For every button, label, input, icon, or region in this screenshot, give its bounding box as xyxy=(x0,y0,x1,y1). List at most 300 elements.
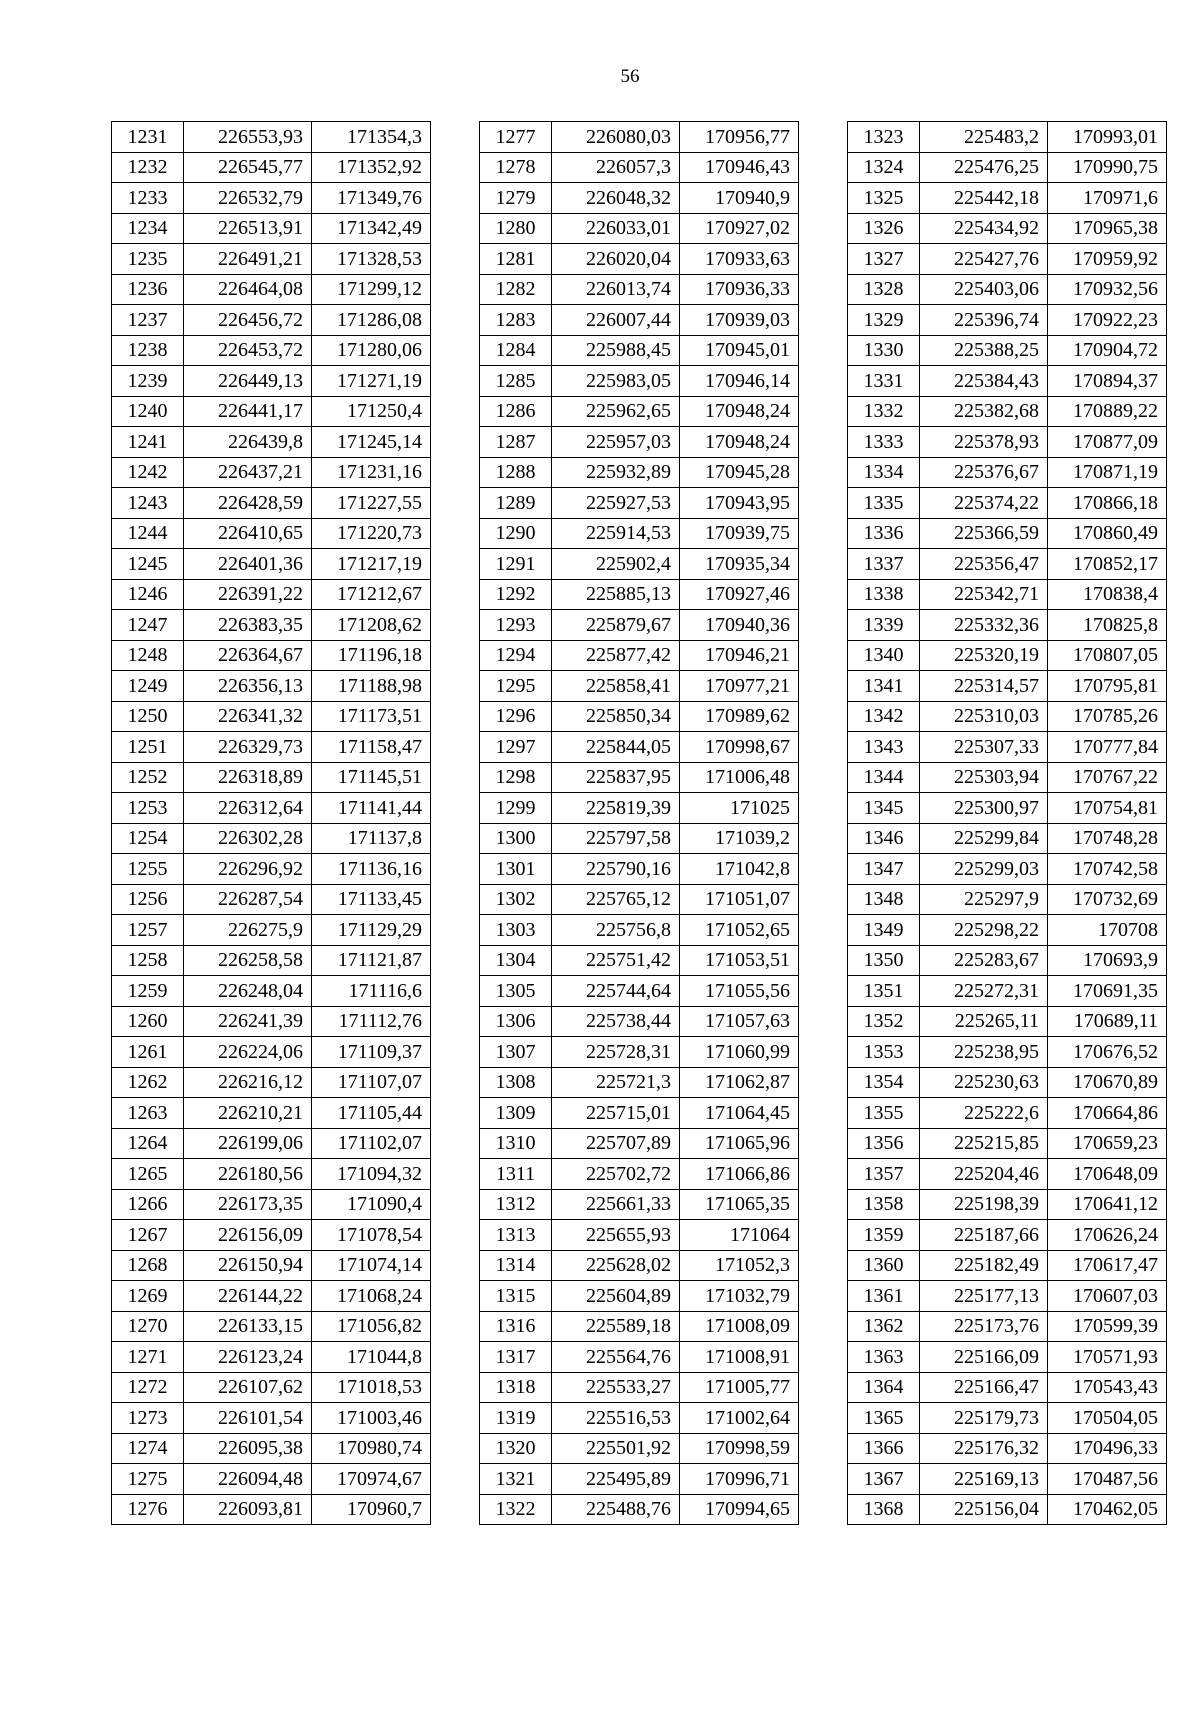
y-coordinate-cell: 171250,4 xyxy=(312,396,431,427)
table-row xyxy=(848,1464,1167,1495)
x-coordinate-cell: 226216,12 xyxy=(184,1067,312,1098)
point-number-cell: 1295 xyxy=(480,671,552,702)
x-coordinate-cell: 225300,97 xyxy=(920,793,1048,824)
y-coordinate-cell: 170708 xyxy=(1048,915,1167,946)
y-coordinate-cell: 171231,16 xyxy=(312,457,431,488)
y-coordinate-cell: 171299,12 xyxy=(312,274,431,305)
table-row xyxy=(112,305,431,336)
y-coordinate-cell: 171352,92 xyxy=(312,152,431,183)
y-coordinate-cell: 170971,6 xyxy=(1048,183,1167,214)
y-coordinate-cell: 170670,89 xyxy=(1048,1067,1167,1098)
point-number-cell: 1253 xyxy=(112,793,184,824)
table-row xyxy=(848,701,1167,732)
point-number-cell: 1334 xyxy=(848,457,920,488)
x-coordinate-cell: 225442,18 xyxy=(920,183,1048,214)
point-number-cell: 1277 xyxy=(480,122,552,153)
x-coordinate-cell: 226199,06 xyxy=(184,1128,312,1159)
x-coordinate-cell: 225738,44 xyxy=(552,1006,680,1037)
x-coordinate-cell: 226258,58 xyxy=(184,945,312,976)
point-number-cell: 1264 xyxy=(112,1128,184,1159)
point-number-cell: 1292 xyxy=(480,579,552,610)
table-row xyxy=(848,579,1167,610)
table-row xyxy=(848,1189,1167,1220)
point-number-cell: 1235 xyxy=(112,244,184,275)
table-row xyxy=(480,1189,799,1220)
x-coordinate-cell: 226302,28 xyxy=(184,823,312,854)
y-coordinate-cell: 171212,67 xyxy=(312,579,431,610)
x-coordinate-cell: 225166,09 xyxy=(920,1342,1048,1373)
point-number-cell: 1329 xyxy=(848,305,920,336)
y-coordinate-cell: 171032,79 xyxy=(680,1281,799,1312)
point-number-cell: 1317 xyxy=(480,1342,552,1373)
table-row xyxy=(112,213,431,244)
x-coordinate-cell: 225297,9 xyxy=(920,884,1048,915)
x-coordinate-cell: 226329,73 xyxy=(184,732,312,763)
x-coordinate-cell: 226210,21 xyxy=(184,1098,312,1129)
x-coordinate-cell: 226545,77 xyxy=(184,152,312,183)
table-row xyxy=(112,366,431,397)
x-coordinate-cell: 226144,22 xyxy=(184,1281,312,1312)
y-coordinate-cell: 171039,2 xyxy=(680,823,799,854)
point-number-cell: 1283 xyxy=(480,305,552,336)
y-coordinate-cell: 170795,81 xyxy=(1048,671,1167,702)
x-coordinate-cell: 225702,72 xyxy=(552,1159,680,1190)
y-coordinate-cell: 170996,71 xyxy=(680,1464,799,1495)
x-coordinate-cell: 225388,25 xyxy=(920,335,1048,366)
table-row xyxy=(480,1372,799,1403)
table-row xyxy=(480,274,799,305)
table-row xyxy=(848,305,1167,336)
x-coordinate-cell: 225169,13 xyxy=(920,1464,1048,1495)
table-row xyxy=(848,1281,1167,1312)
x-coordinate-cell: 226123,24 xyxy=(184,1342,312,1373)
table-row xyxy=(848,915,1167,946)
x-coordinate-cell: 226020,04 xyxy=(552,244,680,275)
table-row xyxy=(480,1433,799,1464)
point-number-cell: 1281 xyxy=(480,244,552,275)
point-number-cell: 1307 xyxy=(480,1037,552,1068)
table-row xyxy=(112,1342,431,1373)
point-number-cell: 1279 xyxy=(480,183,552,214)
point-number-cell: 1325 xyxy=(848,183,920,214)
point-number-cell: 1348 xyxy=(848,884,920,915)
x-coordinate-cell: 226241,39 xyxy=(184,1006,312,1037)
x-coordinate-cell: 225564,76 xyxy=(552,1342,680,1373)
table-row xyxy=(480,457,799,488)
table-row xyxy=(848,1128,1167,1159)
y-coordinate-cell: 171051,07 xyxy=(680,884,799,915)
x-coordinate-cell: 225374,22 xyxy=(920,488,1048,519)
point-number-cell: 1259 xyxy=(112,976,184,1007)
y-coordinate-cell: 171008,91 xyxy=(680,1342,799,1373)
table-row xyxy=(848,274,1167,305)
table-row xyxy=(848,427,1167,458)
x-coordinate-cell: 226150,94 xyxy=(184,1250,312,1281)
y-coordinate-cell: 171065,96 xyxy=(680,1128,799,1159)
table-row xyxy=(112,1464,431,1495)
x-coordinate-cell: 226439,8 xyxy=(184,427,312,458)
table-row xyxy=(848,244,1167,275)
y-coordinate-cell: 171105,44 xyxy=(312,1098,431,1129)
point-number-cell: 1289 xyxy=(480,488,552,519)
table-row xyxy=(480,1494,799,1525)
x-coordinate-cell: 225957,03 xyxy=(552,427,680,458)
point-number-cell: 1337 xyxy=(848,549,920,580)
table-row xyxy=(480,1220,799,1251)
point-number-cell: 1271 xyxy=(112,1342,184,1373)
point-number-cell: 1244 xyxy=(112,518,184,549)
x-coordinate-cell: 226441,17 xyxy=(184,396,312,427)
y-coordinate-cell: 171102,07 xyxy=(312,1128,431,1159)
y-coordinate-cell: 170990,75 xyxy=(1048,152,1167,183)
y-coordinate-cell: 171008,09 xyxy=(680,1311,799,1342)
point-number-cell: 1297 xyxy=(480,732,552,763)
table-row xyxy=(480,518,799,549)
y-coordinate-cell: 170989,62 xyxy=(680,701,799,732)
point-number-cell: 1363 xyxy=(848,1342,920,1373)
table-row xyxy=(480,1067,799,1098)
x-coordinate-cell: 225756,8 xyxy=(552,915,680,946)
table-row xyxy=(480,640,799,671)
table-row xyxy=(480,305,799,336)
table-row xyxy=(848,213,1167,244)
point-number-cell: 1269 xyxy=(112,1281,184,1312)
point-number-cell: 1290 xyxy=(480,518,552,549)
x-coordinate-cell: 225272,31 xyxy=(920,976,1048,1007)
x-coordinate-cell: 226464,08 xyxy=(184,274,312,305)
x-coordinate-cell: 225434,92 xyxy=(920,213,1048,244)
y-coordinate-cell: 171116,6 xyxy=(312,976,431,1007)
table-row xyxy=(112,244,431,275)
x-coordinate-cell: 225533,27 xyxy=(552,1372,680,1403)
point-number-cell: 1319 xyxy=(480,1403,552,1434)
point-number-cell: 1315 xyxy=(480,1281,552,1312)
point-number-cell: 1303 xyxy=(480,915,552,946)
point-number-cell: 1236 xyxy=(112,274,184,305)
point-number-cell: 1237 xyxy=(112,305,184,336)
y-coordinate-cell: 170767,22 xyxy=(1048,762,1167,793)
x-coordinate-cell: 226080,03 xyxy=(552,122,680,153)
y-coordinate-cell: 171090,4 xyxy=(312,1189,431,1220)
point-number-cell: 1268 xyxy=(112,1250,184,1281)
x-coordinate-cell: 225298,22 xyxy=(920,915,1048,946)
table-row xyxy=(848,396,1167,427)
y-coordinate-cell: 171271,19 xyxy=(312,366,431,397)
x-coordinate-cell: 225858,41 xyxy=(552,671,680,702)
x-coordinate-cell: 226224,06 xyxy=(184,1037,312,1068)
point-number-cell: 1311 xyxy=(480,1159,552,1190)
table-row xyxy=(112,274,431,305)
table-row xyxy=(112,732,431,763)
x-coordinate-cell: 225166,47 xyxy=(920,1372,1048,1403)
point-number-cell: 1361 xyxy=(848,1281,920,1312)
point-number-cell: 1354 xyxy=(848,1067,920,1098)
table-row xyxy=(112,183,431,214)
y-coordinate-cell: 170935,34 xyxy=(680,549,799,580)
y-coordinate-cell: 170943,95 xyxy=(680,488,799,519)
point-number-cell: 1352 xyxy=(848,1006,920,1037)
point-number-cell: 1274 xyxy=(112,1433,184,1464)
y-coordinate-cell: 171060,99 xyxy=(680,1037,799,1068)
x-coordinate-cell: 226013,74 xyxy=(552,274,680,305)
y-coordinate-cell: 170946,14 xyxy=(680,366,799,397)
y-coordinate-cell: 171042,8 xyxy=(680,854,799,885)
point-number-cell: 1270 xyxy=(112,1311,184,1342)
y-coordinate-cell: 170866,18 xyxy=(1048,488,1167,519)
point-number-cell: 1240 xyxy=(112,396,184,427)
point-number-cell: 1276 xyxy=(112,1494,184,1525)
y-coordinate-cell: 171188,98 xyxy=(312,671,431,702)
table-row xyxy=(112,335,431,366)
y-coordinate-cell: 170945,28 xyxy=(680,457,799,488)
point-number-cell: 1262 xyxy=(112,1067,184,1098)
x-coordinate-cell: 225366,59 xyxy=(920,518,1048,549)
x-coordinate-cell: 225427,76 xyxy=(920,244,1048,275)
x-coordinate-cell: 225707,89 xyxy=(552,1128,680,1159)
x-coordinate-cell: 226057,3 xyxy=(552,152,680,183)
table-row xyxy=(112,640,431,671)
point-number-cell: 1336 xyxy=(848,518,920,549)
point-number-cell: 1278 xyxy=(480,152,552,183)
x-coordinate-cell: 225885,13 xyxy=(552,579,680,610)
x-coordinate-cell: 225844,05 xyxy=(552,732,680,763)
point-number-cell: 1330 xyxy=(848,335,920,366)
x-coordinate-cell: 225176,32 xyxy=(920,1433,1048,1464)
table-row xyxy=(480,1006,799,1037)
point-number-cell: 1353 xyxy=(848,1037,920,1068)
y-coordinate-cell: 170852,17 xyxy=(1048,549,1167,580)
point-number-cell: 1312 xyxy=(480,1189,552,1220)
table-row xyxy=(848,854,1167,885)
x-coordinate-cell: 225927,53 xyxy=(552,488,680,519)
table-row xyxy=(848,762,1167,793)
y-coordinate-cell: 170693,9 xyxy=(1048,945,1167,976)
point-number-cell: 1346 xyxy=(848,823,920,854)
y-coordinate-cell: 170659,23 xyxy=(1048,1128,1167,1159)
y-coordinate-cell: 170927,02 xyxy=(680,213,799,244)
y-coordinate-cell: 171025 xyxy=(680,793,799,824)
point-number-cell: 1265 xyxy=(112,1159,184,1190)
point-number-cell: 1356 xyxy=(848,1128,920,1159)
point-number-cell: 1291 xyxy=(480,549,552,580)
x-coordinate-cell: 225156,04 xyxy=(920,1494,1048,1525)
table-row xyxy=(112,1189,431,1220)
point-number-cell: 1285 xyxy=(480,366,552,397)
point-number-cell: 1344 xyxy=(848,762,920,793)
x-coordinate-cell: 226095,38 xyxy=(184,1433,312,1464)
x-coordinate-cell: 226296,92 xyxy=(184,854,312,885)
point-number-cell: 1364 xyxy=(848,1372,920,1403)
table-row xyxy=(480,122,799,153)
x-coordinate-cell: 226364,67 xyxy=(184,640,312,671)
table-row xyxy=(480,1403,799,1434)
table-row xyxy=(480,732,799,763)
table-row xyxy=(480,366,799,397)
x-coordinate-cell: 225179,73 xyxy=(920,1403,1048,1434)
point-number-cell: 1296 xyxy=(480,701,552,732)
point-number-cell: 1267 xyxy=(112,1220,184,1251)
coordinate-table-2 xyxy=(479,121,799,1525)
y-coordinate-cell: 170462,05 xyxy=(1048,1494,1167,1525)
point-number-cell: 1322 xyxy=(480,1494,552,1525)
point-number-cell: 1343 xyxy=(848,732,920,763)
y-coordinate-cell: 170998,59 xyxy=(680,1433,799,1464)
point-number-cell: 1321 xyxy=(480,1464,552,1495)
y-coordinate-cell: 171006,48 xyxy=(680,762,799,793)
x-coordinate-cell: 226180,56 xyxy=(184,1159,312,1190)
point-number-cell: 1288 xyxy=(480,457,552,488)
table-row xyxy=(112,1037,431,1068)
y-coordinate-cell: 170599,39 xyxy=(1048,1311,1167,1342)
x-coordinate-cell: 225902,4 xyxy=(552,549,680,580)
point-number-cell: 1294 xyxy=(480,640,552,671)
x-coordinate-cell: 225299,03 xyxy=(920,854,1048,885)
x-coordinate-cell: 225850,34 xyxy=(552,701,680,732)
point-number-cell: 1332 xyxy=(848,396,920,427)
y-coordinate-cell: 171068,24 xyxy=(312,1281,431,1312)
x-coordinate-cell: 226356,13 xyxy=(184,671,312,702)
x-coordinate-cell: 225661,33 xyxy=(552,1189,680,1220)
table-row xyxy=(848,1220,1167,1251)
x-coordinate-cell: 225222,6 xyxy=(920,1098,1048,1129)
y-coordinate-cell: 171227,55 xyxy=(312,488,431,519)
y-coordinate-cell: 170974,67 xyxy=(312,1464,431,1495)
point-number-cell: 1339 xyxy=(848,610,920,641)
table-row xyxy=(112,793,431,824)
table-row xyxy=(848,976,1167,1007)
x-coordinate-cell: 226275,9 xyxy=(184,915,312,946)
table-row xyxy=(848,671,1167,702)
point-number-cell: 1358 xyxy=(848,1189,920,1220)
table-row xyxy=(480,1098,799,1129)
table-row xyxy=(112,854,431,885)
y-coordinate-cell: 170977,21 xyxy=(680,671,799,702)
y-coordinate-cell: 170940,9 xyxy=(680,183,799,214)
point-number-cell: 1342 xyxy=(848,701,920,732)
point-number-cell: 1350 xyxy=(848,945,920,976)
x-coordinate-cell: 225483,2 xyxy=(920,122,1048,153)
y-coordinate-cell: 170543,43 xyxy=(1048,1372,1167,1403)
point-number-cell: 1280 xyxy=(480,213,552,244)
point-number-cell: 1351 xyxy=(848,976,920,1007)
table-row xyxy=(112,1128,431,1159)
x-coordinate-cell: 225198,39 xyxy=(920,1189,1048,1220)
point-number-cell: 1233 xyxy=(112,183,184,214)
table-row xyxy=(848,1250,1167,1281)
point-number-cell: 1252 xyxy=(112,762,184,793)
point-number-cell: 1261 xyxy=(112,1037,184,1068)
table-row xyxy=(112,945,431,976)
point-number-cell: 1314 xyxy=(480,1250,552,1281)
y-coordinate-cell: 170664,86 xyxy=(1048,1098,1167,1129)
x-coordinate-cell: 226248,04 xyxy=(184,976,312,1007)
y-coordinate-cell: 171002,64 xyxy=(680,1403,799,1434)
point-number-cell: 1238 xyxy=(112,335,184,366)
x-coordinate-cell: 225655,93 xyxy=(552,1220,680,1251)
point-number-cell: 1298 xyxy=(480,762,552,793)
point-number-cell: 1272 xyxy=(112,1372,184,1403)
y-coordinate-cell: 171217,19 xyxy=(312,549,431,580)
point-number-cell: 1338 xyxy=(848,579,920,610)
table-row xyxy=(848,1098,1167,1129)
table-row xyxy=(480,976,799,1007)
x-coordinate-cell: 225765,12 xyxy=(552,884,680,915)
coordinate-table-1 xyxy=(111,121,431,1525)
y-coordinate-cell: 170877,09 xyxy=(1048,427,1167,458)
y-coordinate-cell: 170871,19 xyxy=(1048,457,1167,488)
point-number-cell: 1368 xyxy=(848,1494,920,1525)
y-coordinate-cell: 170945,01 xyxy=(680,335,799,366)
table-row xyxy=(848,1433,1167,1464)
x-coordinate-cell: 225589,18 xyxy=(552,1311,680,1342)
point-number-cell: 1301 xyxy=(480,854,552,885)
table-row xyxy=(848,1037,1167,1068)
table-row xyxy=(112,579,431,610)
table-row xyxy=(848,183,1167,214)
point-number-cell: 1340 xyxy=(848,640,920,671)
table-row xyxy=(480,152,799,183)
y-coordinate-cell: 170932,56 xyxy=(1048,274,1167,305)
x-coordinate-cell: 226093,81 xyxy=(184,1494,312,1525)
table-row xyxy=(112,457,431,488)
table-row xyxy=(112,1006,431,1037)
x-coordinate-cell: 225819,39 xyxy=(552,793,680,824)
y-coordinate-cell: 171141,44 xyxy=(312,793,431,824)
table-row xyxy=(848,457,1167,488)
point-number-cell: 1316 xyxy=(480,1311,552,1342)
table-row xyxy=(848,549,1167,580)
x-coordinate-cell: 225988,45 xyxy=(552,335,680,366)
point-number-cell: 1243 xyxy=(112,488,184,519)
y-coordinate-cell: 170948,24 xyxy=(680,427,799,458)
y-coordinate-cell: 171056,82 xyxy=(312,1311,431,1342)
y-coordinate-cell: 170946,43 xyxy=(680,152,799,183)
table-row xyxy=(480,1311,799,1342)
y-coordinate-cell: 170626,24 xyxy=(1048,1220,1167,1251)
x-coordinate-cell: 225403,06 xyxy=(920,274,1048,305)
x-coordinate-cell: 226156,09 xyxy=(184,1220,312,1251)
y-coordinate-cell: 170496,33 xyxy=(1048,1433,1167,1464)
x-coordinate-cell: 226173,35 xyxy=(184,1189,312,1220)
x-coordinate-cell: 225378,93 xyxy=(920,427,1048,458)
x-coordinate-cell: 226553,93 xyxy=(184,122,312,153)
table-row xyxy=(848,1067,1167,1098)
table-row xyxy=(480,1281,799,1312)
x-coordinate-cell: 225310,03 xyxy=(920,701,1048,732)
table-row xyxy=(112,518,431,549)
table-row xyxy=(480,854,799,885)
point-number-cell: 1263 xyxy=(112,1098,184,1129)
y-coordinate-cell: 171055,56 xyxy=(680,976,799,1007)
table-row xyxy=(848,884,1167,915)
point-number-cell: 1335 xyxy=(848,488,920,519)
y-coordinate-cell: 171208,62 xyxy=(312,610,431,641)
table-row xyxy=(480,915,799,946)
x-coordinate-cell: 225715,01 xyxy=(552,1098,680,1129)
y-coordinate-cell: 171354,3 xyxy=(312,122,431,153)
table-row xyxy=(480,579,799,610)
table-row xyxy=(112,884,431,915)
x-coordinate-cell: 225332,36 xyxy=(920,610,1048,641)
y-coordinate-cell: 170948,24 xyxy=(680,396,799,427)
y-coordinate-cell: 170607,03 xyxy=(1048,1281,1167,1312)
y-coordinate-cell: 171136,16 xyxy=(312,854,431,885)
table-row xyxy=(112,396,431,427)
y-coordinate-cell: 170504,05 xyxy=(1048,1403,1167,1434)
point-number-cell: 1309 xyxy=(480,1098,552,1129)
y-coordinate-cell: 170825,8 xyxy=(1048,610,1167,641)
y-coordinate-cell: 170904,72 xyxy=(1048,335,1167,366)
